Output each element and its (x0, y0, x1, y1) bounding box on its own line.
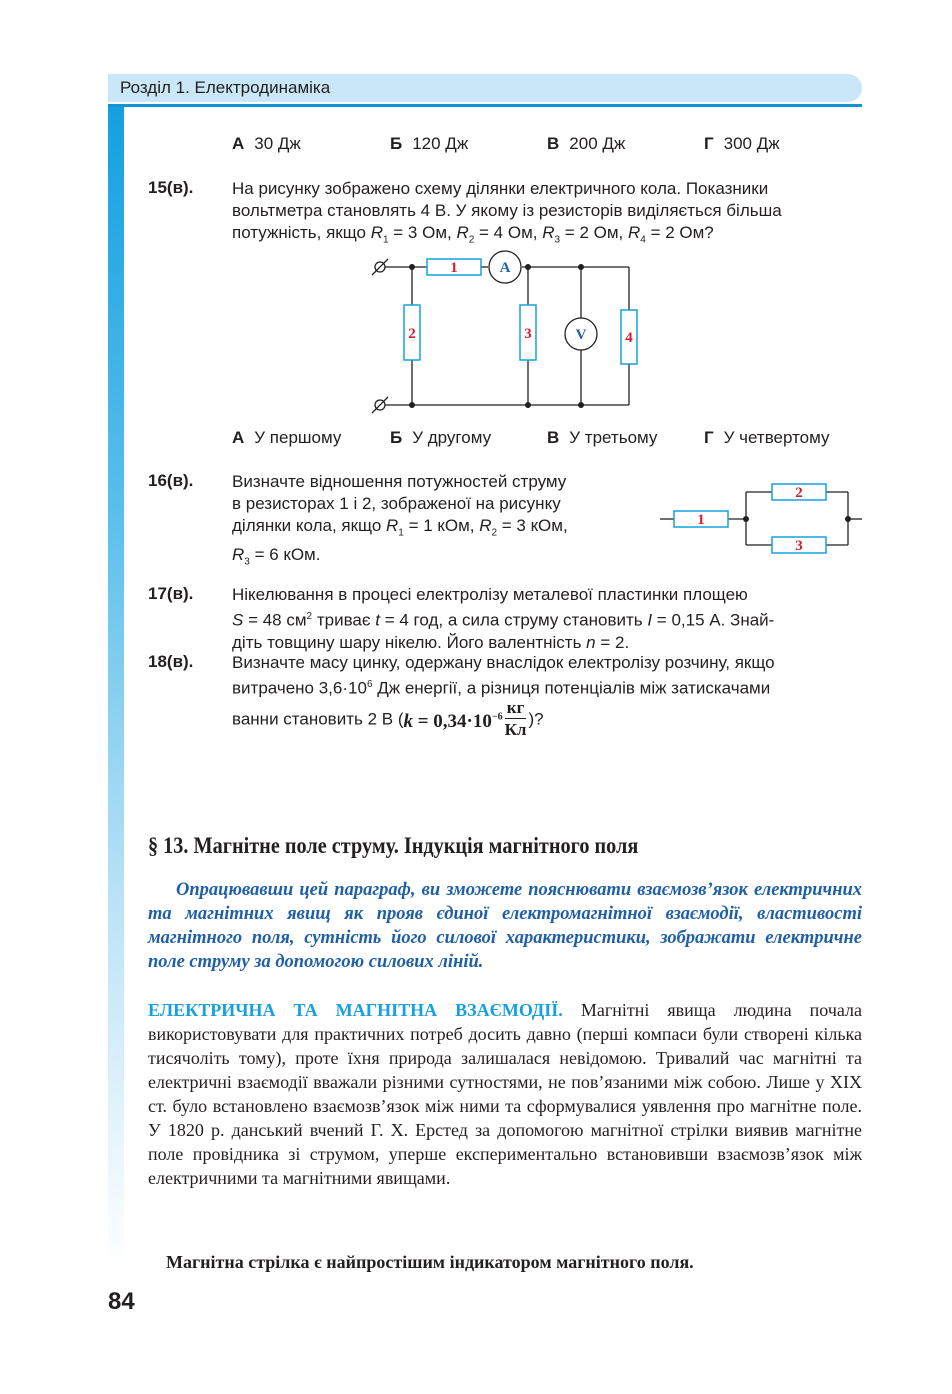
q18-number: 18(в). (148, 652, 194, 671)
svg-text:2: 2 (795, 485, 803, 501)
page-number: 84 (108, 1288, 135, 1315)
q14-option-c: В 200 Дж (547, 134, 626, 153)
q18-formula-line: ванни становить 2 В ($k = 0,34\cdot 10^{-6}$ $\frac{кг}{Кл}$ )? (232, 698, 544, 739)
svg-text:4: 4 (625, 330, 633, 346)
q15-option-d: Г У четвертому (704, 428, 830, 447)
q15-circuit-diagram (360, 248, 650, 420)
svg-text:A: A (499, 260, 511, 276)
q14-option-b: Б 120 Дж (390, 134, 469, 153)
svg-text:3: 3 (524, 326, 532, 342)
q15-text: На рисунку зображено схему ділянки електричного кола. Показники вольтметра становлять 4 В. У якому із резисторів виділяється більша потужність, якщо $R_1 = 3$ Ом, $R_2 = 4$ Ом, $R_3 = 2$ Ом, $R_4 = 2$ Ом? (232, 179, 782, 246)
q14-option-d: Г 300 Дж (704, 134, 780, 153)
q15-number: 15(в). (148, 178, 194, 197)
q15-option-a: А У першому (232, 428, 342, 447)
q18-text: Визначте масу цинку, одержану внаслідок електролізу розчину, якщо витрачено $3,6\cdot 10^6$ Дж енергії, а різниця потенціалів між затискачами (232, 653, 775, 698)
chapter-title: Розділ 1. Електродинаміка (120, 78, 331, 97)
svg-text:2: 2 (408, 326, 416, 342)
section-body: ЕЛЕКТРИЧНА ТА МАГНІТНА ВЗАЄМОДІЇ. Магнітні явища людина почала використовувати для практичних потреб досить давно (перші компаси були створені кілька тисячоліть тому), проте їхня природа залишалася невідомою. Тривалий час магнітні та електричні взаємодії вважали різними сутностями, не пов’язаними між собою. Лише у XIX ст. було встановлено взаємозв’язок між ними та сформувалися уявлення про магнітне поле. У 1820 р. данський вчений Г. Х. Ерстед за допомогою магнітної стрілки виявив магнітне поле провідника зі струмом, уперше експериментально встановивши взаємозв’язок між електричними та магнітними явищами. (148, 1000, 862, 1188)
q14-option-a: А 30 Дж (232, 134, 301, 153)
section-lead: ЕЛЕКТРИЧНА ТА МАГНІТНА ВЗАЄМОДІЇ. (148, 1000, 563, 1020)
section-title: § 13. Магнітне поле струму. Індукція магнітного поля (148, 833, 639, 858)
sidebar-stripe (108, 107, 124, 1270)
header-divider (108, 104, 862, 107)
q15-option-b: Б У другому (390, 428, 492, 447)
svg-text:1: 1 (697, 512, 705, 528)
q17-text: Нікелювання в процесі електролізу металевої пластинки площею S = 48 $см^2$ триває t = 4 год, а сила струму становить I = 0,15 А. Знай- діть товщину шару нікелю. Його валентність n = 2. (232, 585, 775, 652)
section-intro: Опрацювавши цей параграф, ви зможете пояснювати взаємозв’язок електричних та магнітних явищ як прояв єдиної електромагнітної взаємодії, властивості магнітного поля, сутність його силової характеристики, зображати електричне поле струму за допомогою силових ліній. (148, 880, 862, 972)
chapter-header (108, 74, 862, 102)
q15-option-c: В У третьому (547, 428, 658, 447)
q16-number: 16(в). (148, 471, 194, 490)
svg-text:V: V (575, 327, 587, 343)
svg-text:3: 3 (795, 538, 803, 554)
svg-text:1: 1 (450, 260, 458, 276)
q16-text: Визначте відношення потужностей струму в резисторах 1 і 2, зображеної на рисунку ділянки кола, якщо $R_1 = 1$ кОм, $R_2 = 3$ кОм, $R_3 = 6$ кОм. (232, 472, 568, 568)
key-statement: Магнітна стрілка є найпростішим індикатором магнітного поля. (166, 1252, 694, 1272)
q17-number: 17(в). (148, 584, 194, 603)
q16-circuit-diagram (660, 478, 865, 558)
q18-fraction: $\frac{кг}{Кл}$ (504, 698, 527, 739)
